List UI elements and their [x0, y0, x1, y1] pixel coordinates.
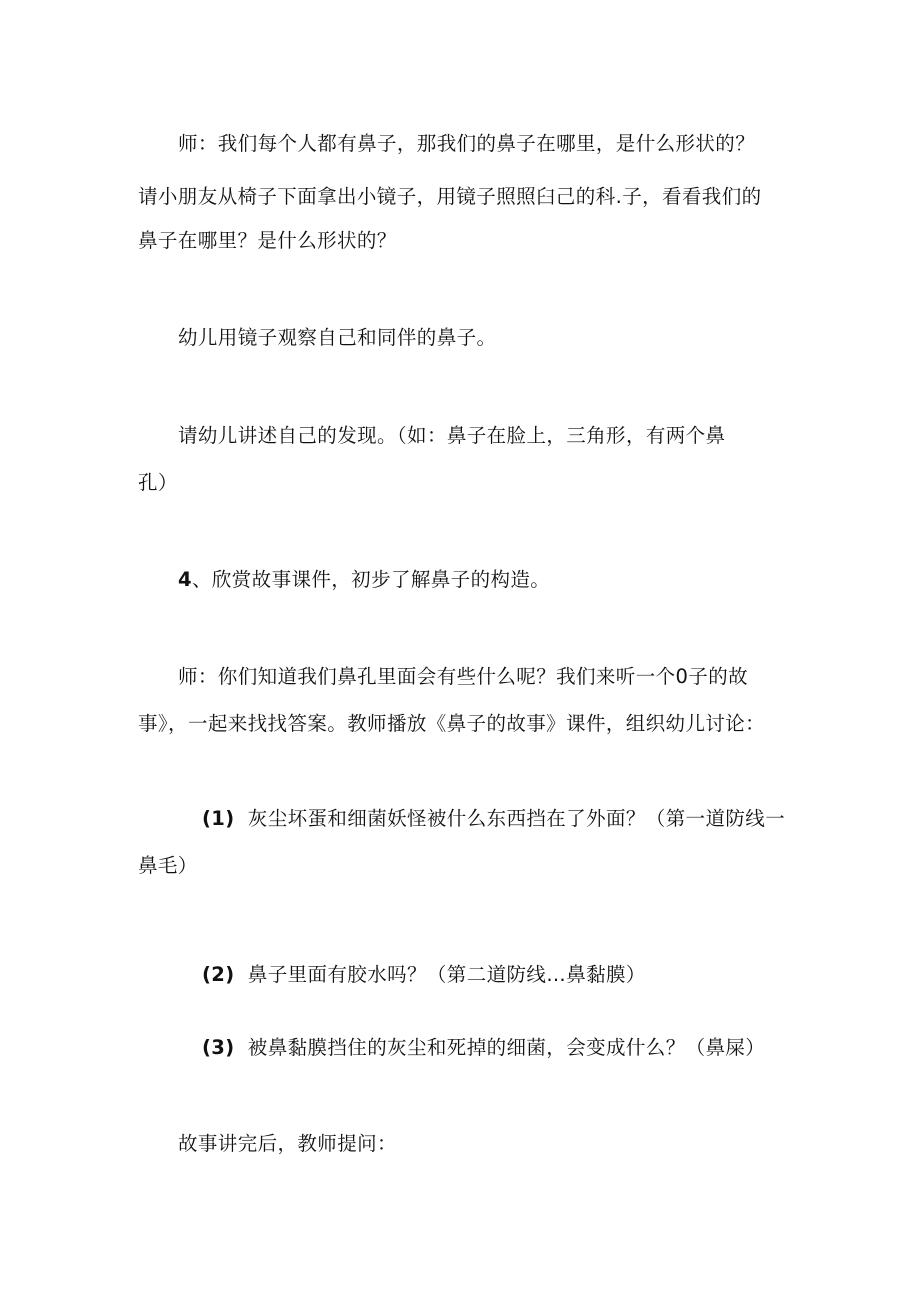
question-2-text: 鼻子里面有胶水吗？（第二道防线…鼻黏膜）: [247, 963, 646, 986]
paragraph-child-report-line-1: 请幼儿讲述自己的发现。（如：鼻子在脸上，三角形，有两个鼻: [178, 424, 726, 447]
paragraph-child-observation: 幼儿用镜子观察自己和同伴的鼻子。: [178, 326, 497, 349]
question-3-text: 被鼻黏膜挡住的灰尘和死掉的细菌，会变成什么？（鼻屎）: [247, 1036, 766, 1059]
paragraph-child-report-line-2: 孔）: [138, 471, 178, 494]
section-heading-4: [178, 567, 550, 593]
question-2: [202, 962, 646, 988]
section-title: 、欣赏故事课件，初步了解鼻子的构造。: [191, 568, 551, 591]
paragraph-after-story: 故事讲完后，教师提问：: [178, 1132, 397, 1155]
question-1-number: (1): [202, 807, 235, 830]
section-number: 4: [178, 568, 192, 591]
paragraph-teacher-question-line-3: 鼻子在哪里？是什么形状的？: [138, 229, 397, 252]
question-1-text: 灰尘坏蛋和细菌妖怪被什么东西挡在了外面？（第一道防线一: [247, 807, 786, 830]
paragraph-teacher-question-line-2: 请小朋友从椅子下面拿出小镜子，用镜子照照臼己的科.子，看看我们的: [138, 185, 762, 208]
paragraph-teacher-story-line-2: 事》，一起来找找答案。教师播放《鼻子的故事》课件，组织幼儿讨论：: [138, 712, 766, 735]
question-1-line-2: 鼻毛）: [138, 854, 198, 877]
paragraph-teacher-story-line-1: 师：你们知道我们鼻孔里面会有些什么呢？我们来听一个0子的故: [178, 665, 749, 688]
question-1-line-1: [202, 806, 785, 832]
question-3-number: (3): [202, 1036, 235, 1059]
paragraph-teacher-question-line-1: 师：我们每个人都有鼻子，那我们的鼻子在哪里，是什么形状的？: [178, 132, 756, 155]
question-2-number: (2): [202, 963, 235, 986]
question-3: [202, 1035, 765, 1061]
